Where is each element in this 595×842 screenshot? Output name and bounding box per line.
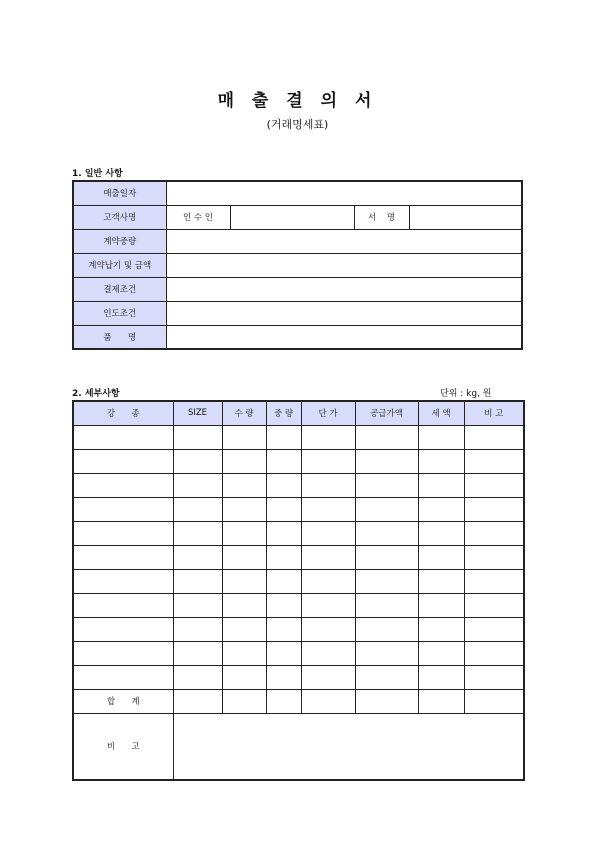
document-subtitle: (거래명세표) xyxy=(266,118,329,131)
table-row xyxy=(73,301,522,325)
steel-type-header: 강 종 xyxy=(73,401,173,425)
contract-delivery-field[interactable] xyxy=(166,253,522,277)
detail-cell[interactable] xyxy=(173,425,222,449)
table-row xyxy=(73,253,522,277)
table-row xyxy=(73,665,524,689)
total-cell[interactable] xyxy=(464,689,524,713)
detail-cell[interactable] xyxy=(222,569,266,593)
receiver-field[interactable] xyxy=(230,205,354,229)
signature-label: 서 명 xyxy=(354,205,409,229)
table-row xyxy=(73,593,524,617)
detail-cell[interactable] xyxy=(355,497,418,521)
weight-header: 중 량 xyxy=(266,401,301,425)
detail-cell[interactable] xyxy=(355,665,418,689)
detail-cell[interactable] xyxy=(464,665,524,689)
detail-cell[interactable] xyxy=(301,425,355,449)
table-row xyxy=(73,545,524,569)
detail-cell[interactable] xyxy=(73,665,173,689)
detail-cell[interactable] xyxy=(418,473,464,497)
detail-cell[interactable] xyxy=(355,425,418,449)
section1-label: 1. 일반 사항 xyxy=(72,169,123,179)
detail-cell[interactable] xyxy=(464,593,524,617)
detail-cell[interactable] xyxy=(222,449,266,473)
detail-cell[interactable] xyxy=(418,593,464,617)
detail-cell[interactable] xyxy=(173,617,222,641)
payment-terms-label: 결제조건 xyxy=(73,277,166,301)
total-cell[interactable] xyxy=(301,689,355,713)
detail-cell[interactable] xyxy=(355,617,418,641)
detail-cell[interactable] xyxy=(173,473,222,497)
detail-cell[interactable] xyxy=(355,569,418,593)
detail-cell[interactable] xyxy=(464,521,524,545)
detail-cell[interactable] xyxy=(301,665,355,689)
detail-cell[interactable] xyxy=(464,425,524,449)
detail-cell[interactable] xyxy=(222,641,266,665)
detail-cell[interactable] xyxy=(418,569,464,593)
contract-weight-label: 계약중량 xyxy=(73,229,166,253)
table-row xyxy=(73,569,524,593)
detail-cell[interactable] xyxy=(222,593,266,617)
detail-cell[interactable] xyxy=(301,449,355,473)
detail-cell[interactable] xyxy=(73,449,173,473)
detail-table xyxy=(72,400,525,781)
detail-cell[interactable] xyxy=(464,617,524,641)
table-row xyxy=(73,641,524,665)
detail-cell[interactable] xyxy=(266,617,301,641)
detail-cell[interactable] xyxy=(73,473,173,497)
detail-cell[interactable] xyxy=(266,497,301,521)
item-name-label: 품 명 xyxy=(73,325,166,349)
table-row xyxy=(73,205,522,229)
detail-cell[interactable] xyxy=(355,641,418,665)
item-name-field[interactable] xyxy=(166,325,522,349)
detail-cell[interactable] xyxy=(355,521,418,545)
memo-field[interactable] xyxy=(173,713,524,780)
remarks-header: 비 고 xyxy=(464,401,524,425)
detail-cell[interactable] xyxy=(418,521,464,545)
detail-cell[interactable] xyxy=(418,617,464,641)
detail-cell[interactable] xyxy=(73,569,173,593)
detail-cell[interactable] xyxy=(173,641,222,665)
customer-label: 고객사명 xyxy=(73,205,166,229)
total-cell[interactable] xyxy=(418,689,464,713)
unit-price-header: 단 가 xyxy=(301,401,355,425)
detail-cell[interactable] xyxy=(266,449,301,473)
contract-delivery-label: 계약납기 및 금액 xyxy=(73,253,166,277)
detail-cell[interactable] xyxy=(173,521,222,545)
detail-cell[interactable] xyxy=(173,593,222,617)
detail-cell[interactable] xyxy=(301,521,355,545)
detail-cell[interactable] xyxy=(222,545,266,569)
total-cell[interactable] xyxy=(222,689,266,713)
detail-cell[interactable] xyxy=(266,425,301,449)
detail-cell[interactable] xyxy=(73,641,173,665)
detail-cell[interactable] xyxy=(355,473,418,497)
detail-cell[interactable] xyxy=(73,521,173,545)
detail-cell[interactable] xyxy=(418,641,464,665)
contract-weight-field[interactable] xyxy=(166,229,522,253)
table-row xyxy=(73,617,524,641)
detail-cell[interactable] xyxy=(418,497,464,521)
detail-cell[interactable] xyxy=(173,449,222,473)
signature-field[interactable] xyxy=(409,205,522,229)
detail-cell[interactable] xyxy=(301,641,355,665)
receiver-label: 인 수 인 xyxy=(166,205,230,229)
detail-cell[interactable] xyxy=(222,425,266,449)
supply-value-header: 공급가액 xyxy=(355,401,418,425)
table-row xyxy=(73,425,524,449)
detail-cell[interactable] xyxy=(418,545,464,569)
detail-cell[interactable] xyxy=(266,473,301,497)
detail-cell[interactable] xyxy=(464,641,524,665)
total-row xyxy=(73,689,524,713)
detail-cell[interactable] xyxy=(266,521,301,545)
detail-cell[interactable] xyxy=(73,593,173,617)
table-row xyxy=(73,521,524,545)
detail-cell[interactable] xyxy=(464,449,524,473)
detail-cell[interactable] xyxy=(266,641,301,665)
detail-cell[interactable] xyxy=(464,497,524,521)
tax-header: 세 액 xyxy=(418,401,464,425)
table-row xyxy=(73,473,524,497)
quantity-header: 수 량 xyxy=(222,401,266,425)
sale-date-label: 매출일자 xyxy=(73,181,166,205)
table-row xyxy=(73,229,522,253)
detail-cell[interactable] xyxy=(464,473,524,497)
total-label: 합 계 xyxy=(73,689,173,713)
detail-cell[interactable] xyxy=(222,497,266,521)
delivery-terms-field[interactable] xyxy=(166,301,522,325)
detail-cell[interactable] xyxy=(222,665,266,689)
table-row xyxy=(73,277,522,301)
detail-cell[interactable] xyxy=(301,593,355,617)
total-cell[interactable] xyxy=(173,689,222,713)
sale-date-field[interactable] xyxy=(166,181,522,205)
table-row xyxy=(73,181,522,205)
detail-cell[interactable] xyxy=(266,569,301,593)
detail-cell[interactable] xyxy=(266,593,301,617)
detail-cell[interactable] xyxy=(355,593,418,617)
detail-cell[interactable] xyxy=(222,617,266,641)
detail-cell[interactable] xyxy=(301,569,355,593)
detail-cell[interactable] xyxy=(266,665,301,689)
detail-cell[interactable] xyxy=(73,425,173,449)
detail-cell[interactable] xyxy=(73,497,173,521)
detail-cell[interactable] xyxy=(464,545,524,569)
detail-cell[interactable] xyxy=(301,497,355,521)
detail-cell[interactable] xyxy=(173,569,222,593)
detail-cell[interactable] xyxy=(173,665,222,689)
size-header: SIZE xyxy=(173,401,222,425)
section2-label: 2. 세부사항 xyxy=(72,389,120,399)
detail-cell[interactable] xyxy=(266,545,301,569)
unit-label: 단위 : kg, 원 xyxy=(440,389,492,399)
total-cell[interactable] xyxy=(266,689,301,713)
document-title: 매 출 결 의 서 xyxy=(217,91,378,111)
table-row xyxy=(73,449,524,473)
detail-cell[interactable] xyxy=(173,497,222,521)
detail-cell[interactable] xyxy=(301,617,355,641)
table-row xyxy=(73,325,522,349)
detail-cell[interactable] xyxy=(222,521,266,545)
delivery-terms-label: 인도조건 xyxy=(73,301,166,325)
detail-header-row xyxy=(73,401,524,425)
general-info-table xyxy=(72,180,523,350)
table-row xyxy=(73,497,524,521)
detail-cell[interactable] xyxy=(301,473,355,497)
payment-terms-field[interactable] xyxy=(166,277,522,301)
detail-cell[interactable] xyxy=(222,473,266,497)
total-cell[interactable] xyxy=(355,689,418,713)
detail-cell[interactable] xyxy=(418,425,464,449)
detail-cell[interactable] xyxy=(355,449,418,473)
detail-cell[interactable] xyxy=(173,545,222,569)
detail-cell[interactable] xyxy=(418,665,464,689)
memo-label: 비 고 xyxy=(73,713,173,780)
detail-cell[interactable] xyxy=(73,545,173,569)
detail-cell[interactable] xyxy=(464,569,524,593)
detail-cell[interactable] xyxy=(73,617,173,641)
memo-row xyxy=(73,713,524,780)
detail-cell[interactable] xyxy=(355,545,418,569)
detail-cell[interactable] xyxy=(418,449,464,473)
detail-cell[interactable] xyxy=(301,545,355,569)
